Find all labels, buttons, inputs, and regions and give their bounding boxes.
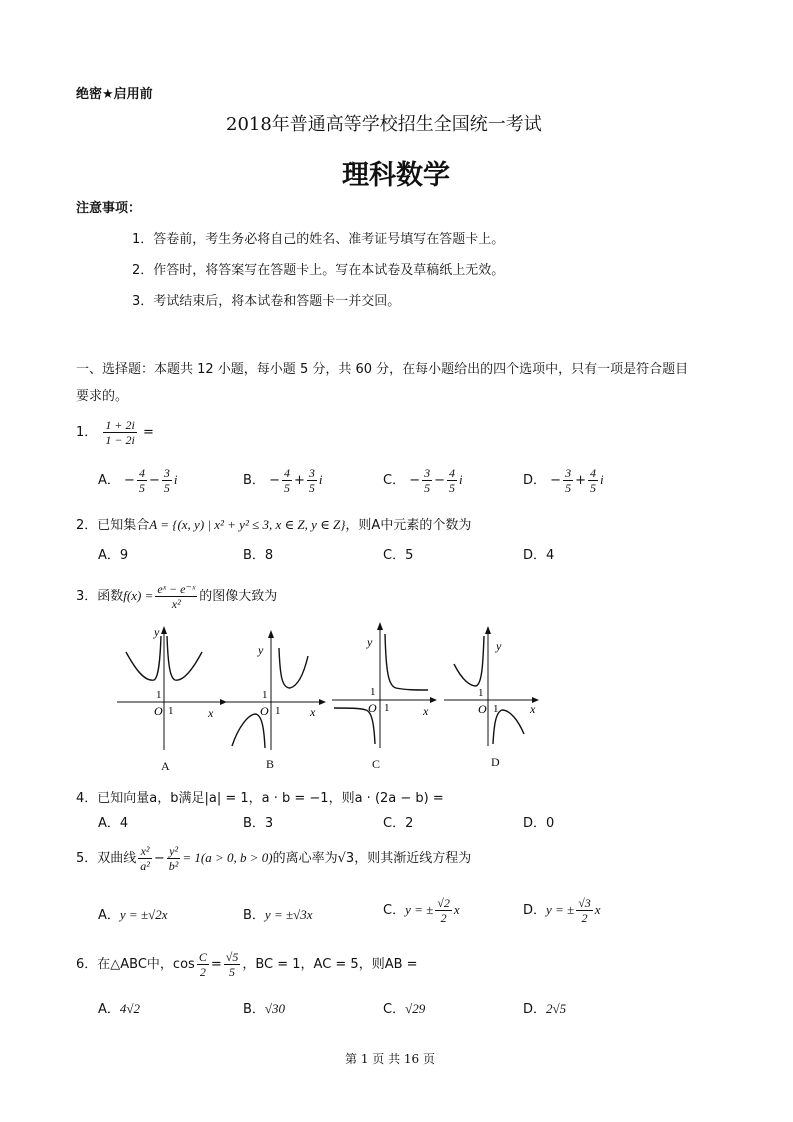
x-label: x bbox=[310, 705, 316, 719]
imag-unit: i bbox=[459, 472, 463, 487]
sign: − bbox=[434, 473, 446, 488]
sign: − bbox=[409, 473, 421, 488]
q1-option-d[interactable] bbox=[523, 466, 604, 495]
option-letter: B． bbox=[243, 908, 265, 923]
origin-label: O bbox=[368, 701, 377, 715]
denominator: 2 bbox=[199, 965, 206, 979]
denominator: 5 bbox=[565, 481, 572, 495]
y-arrow bbox=[268, 630, 274, 638]
q1-equals: = bbox=[143, 425, 154, 440]
option-value: √29 bbox=[405, 1001, 426, 1016]
q4-option-c[interactable]: C．2 bbox=[383, 816, 414, 831]
numerator: √5 bbox=[225, 950, 239, 964]
q1-denominator: 1 − 2i bbox=[105, 433, 135, 447]
denominator: 5 bbox=[283, 481, 290, 495]
numerator: C bbox=[198, 950, 207, 964]
fraction bbox=[447, 466, 457, 495]
y-label: y bbox=[154, 625, 160, 639]
fraction bbox=[197, 950, 209, 979]
fraction bbox=[137, 466, 147, 495]
option-value: y = ± bbox=[546, 902, 575, 917]
curve-right bbox=[493, 710, 524, 744]
option-value: 2√5 bbox=[546, 1001, 567, 1016]
option-value: y = ± bbox=[405, 902, 434, 917]
q5-option-d[interactable] bbox=[523, 896, 601, 925]
option-letter: D． bbox=[523, 903, 547, 918]
fraction bbox=[167, 844, 181, 873]
numerator: y² bbox=[167, 844, 181, 859]
option-value-tail: x bbox=[453, 902, 460, 917]
notice-item-3: 3．考试结束后，将本试卷和答题卡一并交回。 bbox=[132, 294, 401, 309]
option-value: √30 bbox=[264, 1001, 286, 1016]
denominator: x² bbox=[171, 597, 181, 611]
q1-number: 1． bbox=[76, 425, 98, 440]
q2-option-a[interactable]: A．9 bbox=[98, 548, 129, 563]
denominator: b² bbox=[168, 859, 179, 873]
origin-label: O bbox=[260, 704, 269, 718]
fraction bbox=[588, 466, 598, 495]
q3-graph-b[interactable] bbox=[224, 628, 334, 753]
denominator: 2 bbox=[581, 911, 588, 925]
page-footer: 第 1 页 共 16 页 bbox=[345, 1052, 435, 1066]
denominator: 2 bbox=[440, 911, 447, 925]
fraction bbox=[435, 896, 452, 925]
q2-option-b[interactable]: B．8 bbox=[243, 548, 274, 563]
q5-stem bbox=[76, 844, 471, 873]
x-tick-1: 1 bbox=[493, 703, 499, 715]
fraction bbox=[138, 844, 152, 873]
tick-label-1: 1 bbox=[370, 686, 376, 698]
x-label: x bbox=[208, 706, 214, 720]
imag-unit: i bbox=[173, 472, 178, 487]
q5-option-c[interactable] bbox=[383, 896, 460, 925]
subject-title: 理科数学 bbox=[342, 160, 450, 191]
denominator: a² bbox=[140, 859, 150, 873]
q6-stem-pre: 6．在△ABC中，cos bbox=[76, 957, 195, 972]
option-value: y = ±√2x bbox=[119, 907, 168, 922]
q1-option-c[interactable] bbox=[383, 466, 463, 495]
numerator: √3 bbox=[578, 896, 591, 910]
q5-condition: = 1(a > 0, b > 0) bbox=[182, 850, 273, 865]
q6-stem bbox=[76, 950, 418, 979]
option-letter: C． bbox=[383, 473, 406, 488]
option-value-tail: x bbox=[594, 902, 601, 917]
x-arrow bbox=[319, 699, 326, 705]
x-arrow bbox=[430, 697, 437, 703]
section1-line1: 一、选择题：本题共 12 小题，每小题 5 分，共 60 分，在每小题给出的四个选项中，只有一项是符合题目 bbox=[76, 362, 689, 377]
numerator: 3 bbox=[565, 466, 572, 480]
q2-stem-post: ，则A中元素的个数为 bbox=[345, 518, 472, 533]
option-letter: C． bbox=[383, 1002, 406, 1017]
fraction bbox=[224, 950, 241, 979]
fraction bbox=[422, 466, 432, 495]
q3-label-a: A bbox=[161, 759, 170, 773]
origin-label: O bbox=[154, 704, 163, 718]
imag-unit: i bbox=[599, 472, 604, 487]
sign: − bbox=[148, 473, 160, 488]
x-tick-1: 1 bbox=[384, 702, 390, 714]
sign: + bbox=[293, 473, 305, 488]
q4-stem: 4．已知向量a，b满足|a| = 1，a · b = −1，则a · (2a − b) = bbox=[76, 791, 444, 806]
sign: − bbox=[269, 473, 280, 488]
y-arrow bbox=[161, 626, 167, 634]
q4-option-b[interactable]: B．3 bbox=[243, 816, 274, 831]
exam-title: 2018年普通高等学校招生全国统一考试 bbox=[226, 114, 542, 135]
denominator: 5 bbox=[229, 965, 236, 979]
notice-item-1: 1．答卷前，考生务必将自己的姓名、准考证号填写在答题卡上。 bbox=[132, 232, 505, 247]
q1-option-b[interactable] bbox=[243, 466, 323, 495]
option-value: y = ±√3x bbox=[264, 907, 313, 922]
q2-stem-pre: 2．已知集合 bbox=[76, 518, 150, 533]
numerator: eˣ − e⁻ˣ bbox=[157, 582, 196, 596]
q3-label-b: B bbox=[266, 757, 275, 771]
fraction bbox=[307, 466, 317, 495]
fraction bbox=[162, 466, 172, 495]
q2-set: A = {(x, y) | x² + y² ≤ 3, x ∈ Z, y ∈ Z} bbox=[149, 517, 346, 532]
numerator: 3 bbox=[424, 466, 431, 480]
secret-label: 绝密★启用前 bbox=[76, 87, 153, 102]
x-label: x bbox=[423, 704, 429, 718]
q1-option-a[interactable] bbox=[98, 466, 177, 495]
curve-right bbox=[385, 634, 428, 690]
q5-option-b[interactable] bbox=[243, 904, 313, 923]
y-arrow bbox=[377, 622, 383, 630]
tick-label-1: 1 bbox=[262, 689, 268, 701]
q6-option-c[interactable] bbox=[383, 998, 425, 1017]
option-letter: A． bbox=[98, 908, 120, 923]
denominator: 5 bbox=[308, 481, 315, 495]
sign: − bbox=[550, 473, 562, 488]
q2-stem bbox=[76, 514, 471, 533]
imag-unit: i bbox=[318, 472, 323, 487]
denominator: 5 bbox=[424, 481, 431, 495]
q3-stem bbox=[76, 582, 277, 611]
fraction bbox=[282, 466, 292, 495]
numerator: 4 bbox=[449, 466, 456, 480]
q3-label-d: D bbox=[491, 755, 500, 769]
option-letter: D． bbox=[523, 473, 547, 488]
numerator: √2 bbox=[437, 896, 450, 910]
y-label: y bbox=[367, 635, 373, 649]
curve-left bbox=[126, 636, 161, 680]
q6-option-a[interactable] bbox=[98, 998, 140, 1017]
denominator: 5 bbox=[449, 481, 456, 495]
q3-label-c: C bbox=[372, 757, 381, 771]
q3-stem-post: 的图像大致为 bbox=[199, 589, 278, 604]
minus: − bbox=[153, 851, 165, 866]
sign: − bbox=[124, 473, 135, 488]
q6-option-d[interactable] bbox=[523, 998, 566, 1017]
q3-graph-a[interactable] bbox=[112, 622, 232, 752]
numerator: x² bbox=[138, 844, 152, 859]
q3-fraction bbox=[155, 582, 197, 611]
q1-numerator: 1 + 2i bbox=[105, 418, 135, 432]
x-label: x bbox=[530, 702, 536, 716]
origin-label: O bbox=[478, 702, 487, 716]
curve-right bbox=[167, 636, 202, 680]
denominator: 5 bbox=[589, 481, 596, 495]
equals: = bbox=[210, 957, 222, 972]
q3-graph-d[interactable] bbox=[440, 624, 550, 749]
notice-title: 注意事项： bbox=[76, 201, 142, 216]
option-letter: A． bbox=[98, 1002, 120, 1017]
x-tick-1: 1 bbox=[168, 705, 174, 717]
denominator: 5 bbox=[163, 481, 170, 495]
fraction bbox=[563, 466, 573, 495]
q1-stem bbox=[76, 418, 154, 447]
q5-stem-post: 的离心率为√3，则其渐近线方程为 bbox=[272, 851, 472, 866]
y-label: y bbox=[258, 643, 264, 657]
option-letter: D． bbox=[523, 1002, 547, 1017]
option-letter: C． bbox=[383, 903, 406, 918]
q3-stem-pre: 3．函数 bbox=[76, 589, 124, 604]
sign: + bbox=[575, 473, 586, 488]
curve-right bbox=[279, 648, 308, 688]
option-letter: A． bbox=[98, 473, 120, 488]
numerator: 3 bbox=[163, 466, 170, 480]
option-value: 4√2 bbox=[119, 1001, 141, 1016]
x-tick-1: 1 bbox=[275, 705, 281, 717]
numerator: 4 bbox=[589, 466, 596, 480]
q3-fx: f(x) = bbox=[123, 588, 154, 603]
fraction bbox=[576, 896, 593, 925]
tick-label-1: 1 bbox=[156, 689, 162, 701]
q5-stem-pre: 5．双曲线 bbox=[76, 851, 137, 866]
section1-line2: 要求的。 bbox=[76, 389, 129, 404]
option-letter: B． bbox=[243, 473, 265, 488]
q5-option-a[interactable] bbox=[98, 904, 168, 923]
curve-left bbox=[454, 636, 484, 686]
q6-option-b[interactable] bbox=[243, 998, 285, 1017]
tick-label-1: 1 bbox=[478, 687, 484, 699]
curve-left bbox=[232, 714, 265, 748]
y-arrow bbox=[485, 626, 491, 634]
q2-option-c[interactable]: C．5 bbox=[383, 548, 414, 563]
denominator: 5 bbox=[138, 481, 145, 495]
q4-option-d[interactable]: D．0 bbox=[523, 816, 555, 831]
numerator: 3 bbox=[308, 466, 315, 480]
q1-fraction bbox=[103, 418, 136, 447]
q2-option-d[interactable]: D．4 bbox=[523, 548, 555, 563]
y-label: y bbox=[496, 639, 502, 653]
option-letter: B． bbox=[243, 1002, 265, 1017]
numerator: 4 bbox=[138, 466, 145, 480]
q6-stem-post: ，BC = 1，AC = 5，则AB = bbox=[242, 957, 418, 972]
q3-graph-c[interactable] bbox=[330, 620, 445, 750]
notice-item-2: 2．作答时，将答案写在答题卡上。写在本试卷及草稿纸上无效。 bbox=[132, 263, 505, 278]
q4-option-a[interactable]: A．4 bbox=[98, 816, 129, 831]
numerator: 4 bbox=[283, 466, 290, 480]
